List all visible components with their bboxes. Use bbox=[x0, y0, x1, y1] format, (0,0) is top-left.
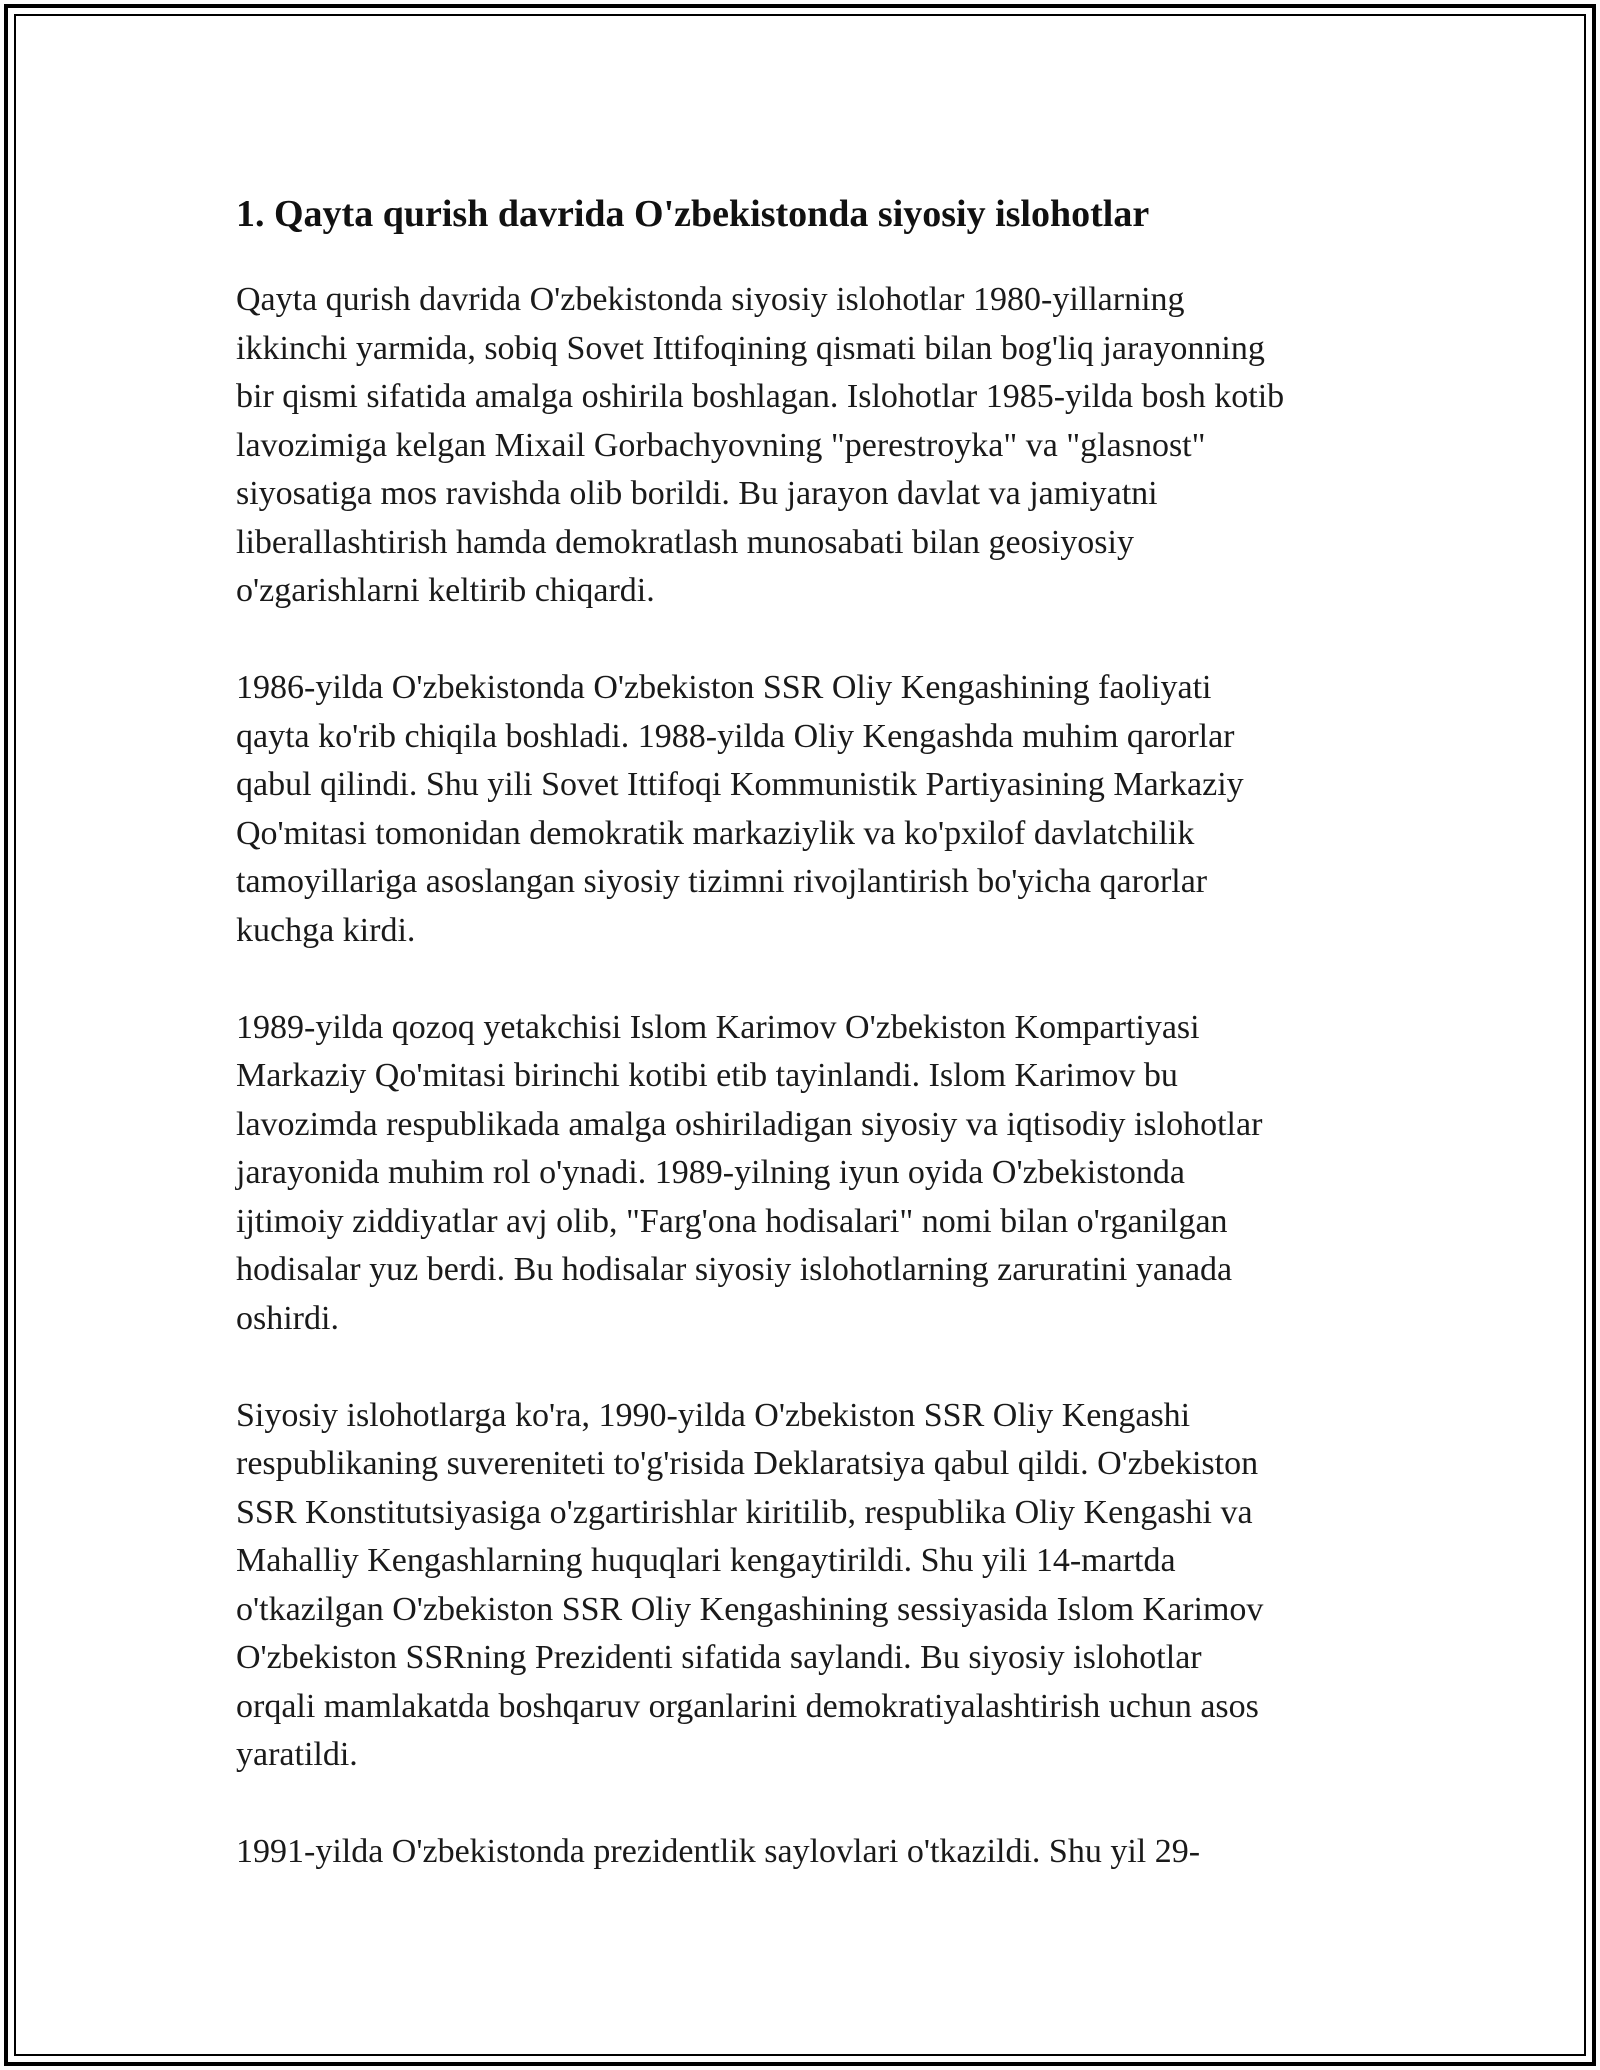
paragraph-3: 1989-yilda qozoq yetakchisi Islom Karimov O'zbekiston Kompartiyasi Markaziy Qo'mitasi birinchi kotibi etib tayinlandi. Islom Karimov bu lavozimda respublikada amalga oshiriladigan siyosiy va iqtisodiy islohotlar jarayonida muhim rol o'ynadi. 1989-yilning iyun oyida O'zbekistonda ijtimoiy ziddiyatlar avj olib, "Farg'ona hodisalari" nomi bilan o'rganilgan hodisalar yuz berdi. Bu hodisalar siyosiy islohotlarning zaruratini yanada oshirdi. bbox=[236, 1008, 1263, 1337]
paragraph-2: 1986-yilda O'zbekistonda O'zbekiston SSR Oliy Kengashining faoliyati qayta ko'rib chiqila boshladi. 1988-yilda Oliy Kengashda muhim qarorlar qabul qilindi. Shu yili Sovet Ittifoqi Kommunistik Partiyasining Markaziy Qo'mitasi tomonidan demokratik markaziylik va ko'pxilof davlatchilik tamoyillariga asoslangan siyosiy tizimni rivojlantirish bo'yicha qarorlar kuchga kirdi. bbox=[236, 669, 1244, 949]
paragraph-5: 1991-yilda O'zbekistonda prezidentlik saylovlari o'tkazildi. Shu yil 29- bbox=[236, 1833, 1201, 1870]
paragraph-4: Siyosiy islohotlarga ko'ra, 1990-yilda O'zbekiston SSR Oliy Kengashi respublikaning suvereniteti to'g'risida Deklaratsiya qabul qildi. O'zbekiston SSR Konstitutsiyasiga o'zgartirishlar kiritilib, respublika Oliy Kengashi va Mahalliy Kengashlarning huquqlari kengaytirildi. Shu yili 14-martda o'tkazilgan O'zbekiston SSR Oliy Kengashining sessiyasida Islom Karimov O'zbekiston SSRning Prezidenti sifatida saylandi. Bu siyosiy islohotlar orqali mamlakatda boshqaruv organlarini demokratiyalashtirish uchun asos yaratildi. bbox=[236, 1396, 1264, 1773]
paragraph-1: Qayta qurish davrida O'zbekistonda siyosiy islohotlar 1980-yillarning ikkinchi yarmida, sobiq Sovet Ittifoqining qismati bilan bog'liq jarayonning bir qismi sifatida amalga oshirila boshlagan. Islohotlar 1985-yilda bosh kotib lavozimiga kelgan Mixail Gorbachyovning "perestroyka" va "glasnost" siyosatiga mos ravishda olib borildi. Bu jarayon davlat va jamiyatni liberallashtirish hamda demokratlash munosabati bilan geosiyosiy o'zgarishlarni keltirib chiqardi. bbox=[236, 281, 1285, 609]
page-title: 1. Qayta qurish davrida O'zbekistonda siyosiy islohotlar bbox=[236, 193, 1150, 235]
document-body bbox=[236, 182, 1386, 1925]
